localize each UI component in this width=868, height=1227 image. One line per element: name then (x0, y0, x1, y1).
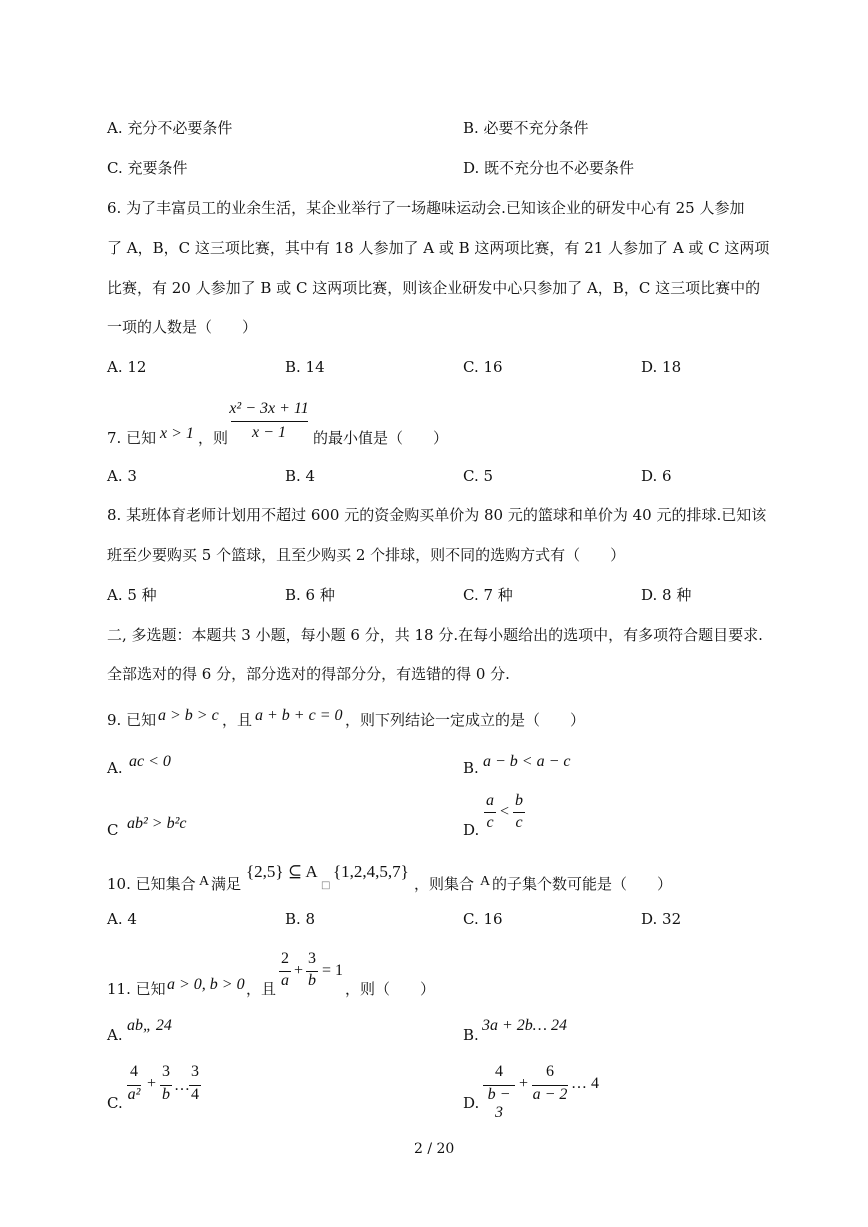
q10-set-a-2: A (480, 874, 491, 889)
q10-missing-symbol: □ (321, 880, 331, 891)
q10-subset-expr: {2,5} ⊆ A (246, 862, 318, 881)
q9-option-a-expr: ac < 0 (129, 753, 171, 770)
q11-f1-num: 2 (281, 950, 289, 967)
q8-option-c: C. 7 种 (463, 586, 513, 604)
q5-option-c: C. 充要条件 (107, 159, 188, 177)
q7-option-d: D. 6 (641, 467, 672, 485)
q9-condition2: a + b + c = 0 (255, 707, 343, 724)
q11-option-a-label: A. (107, 1026, 123, 1044)
q6-option-a: A. 12 (107, 358, 147, 376)
q7-option-a: A. 3 (107, 467, 137, 485)
q11-f2-den: b (308, 972, 316, 989)
q11-f1-den: a (281, 972, 289, 989)
q11-d-num1: 4 (495, 1063, 503, 1080)
q9-prefix: 9. 已知 (107, 711, 157, 729)
q5-option-b: B. 必要不充分条件 (463, 119, 589, 137)
q10-superset-expr: {1,2,4,5,7} (333, 862, 409, 881)
q6-text-line3: 比赛，有 20 人参加了 B 或 C 这两项比赛，则该企业研发中心只参加了 A，B，C 这三项比赛中的 (107, 279, 761, 297)
q7-fraction-bar (231, 421, 308, 422)
q9-d-less-than: < (500, 803, 510, 820)
q9-d-den1: c (486, 814, 494, 831)
q11-prefix: 11. 已知 (107, 980, 166, 998)
q11-option-b-expr: 3a + 2b… 24 (482, 1017, 568, 1034)
q11-plus: + (294, 962, 304, 979)
q9-suffix: ，则下列结论一定成立的是（ ） (345, 711, 586, 729)
q9-d-den2: c (515, 814, 523, 831)
q9-option-c-label: C (107, 821, 119, 839)
q10-option-b: B. 8 (285, 910, 316, 928)
q8-text-line2: 班至少要购买 5 个篮球，且至少购买 2 个排球，则不同的选购方式有（ ） (107, 546, 626, 564)
q7-prefix: 7. 已知 (107, 429, 157, 447)
q11-c-den1: a² (127, 1086, 141, 1103)
q10-option-c: C. 16 (463, 910, 503, 928)
q6-text-line1: 6. 为了丰富员工的业余生活，某企业举行了一场趣味运动会.已知该企业的研发中心有 25 人参加 (107, 199, 745, 217)
section2-heading-line2: 全部选对的得 6 分，部分选对的得部分分，有选错的得 0 分. (107, 665, 510, 683)
q9-option-d-label: D. (463, 821, 480, 839)
q9-d-bar1 (484, 812, 496, 813)
q10-set-a: A (199, 874, 210, 889)
q11-c-den3: 4 (191, 1086, 199, 1103)
q7-numerator: x² − 3x + 11 (229, 400, 309, 417)
q9-and: ，且 (222, 711, 253, 729)
q11-c-num1: 4 (130, 1063, 138, 1080)
q11-option-a-expr: ab„ 24 (127, 1017, 172, 1034)
q11-condition: a > 0, b > 0 (167, 976, 245, 993)
q11-c-den2: b (162, 1086, 170, 1103)
q9-d-num1: a (486, 792, 494, 809)
q10-satisfies: 满足 (211, 875, 242, 893)
q11-c-relation: … (174, 1077, 190, 1094)
section2-heading-line1: 二, 多选题：本题共 3 小题，每小题 6 分，共 18 分.在每小题给出的选项中，有多项符合题目要求. (107, 626, 763, 644)
q10-then: ，则集合 (414, 875, 475, 893)
q7-option-b: B. 4 (285, 467, 316, 485)
q11-c-num2: 3 (162, 1063, 170, 1080)
q11-option-b-label: B. (463, 1026, 479, 1044)
q9-d-bar2 (513, 812, 525, 813)
q7-option-c: C. 5 (463, 467, 494, 485)
q10-option-a: A. 4 (107, 910, 137, 928)
q5-option-d: D. 既不充分也不必要条件 (463, 159, 635, 177)
q8-option-b: B. 6 种 (285, 586, 335, 604)
q11-d-plus: + (519, 1075, 529, 1092)
q7-condition: x > 1 (160, 425, 194, 442)
q8-option-d: D. 8 种 (641, 586, 692, 604)
q9-condition1: a > b > c (158, 707, 219, 724)
q11-d-den1: b − 3 (487, 1086, 511, 1121)
q11-d-den2: a − 2 (532, 1086, 568, 1103)
q11-equals-one: = 1 (322, 962, 344, 979)
q9-option-b-expr: a − b < a − c (483, 753, 571, 770)
q9-option-a-label: A. (107, 759, 123, 777)
q11-d-relation: … 4 (571, 1075, 599, 1092)
q11-option-d-label: D. (463, 1094, 480, 1112)
q7-suffix: 的最小值是（ ） (313, 429, 449, 447)
q7-then: ，则 (198, 429, 229, 447)
q8-text-line1: 8. 某班体育老师计划用不超过 600 元的资金购买单价为 80 元的篮球和单价为 40 元的排球.已知该 (107, 506, 767, 524)
q9-option-c-expr: ab² > b²c (127, 815, 187, 832)
q10-suffix: 的子集个数可能是（ ） (492, 875, 673, 893)
q7-denominator: x − 1 (252, 424, 286, 441)
q11-and: ，且 (246, 980, 277, 998)
q6-text-line4: 一项的人数是（ ） (107, 318, 258, 336)
q11-f2-num: 3 (308, 950, 316, 967)
q9-option-b-label: B. (463, 759, 479, 777)
q5-option-a: A. 充分不必要条件 (107, 119, 233, 137)
q6-option-d: D. 18 (641, 358, 682, 376)
page-number: 2 / 20 (414, 1141, 455, 1157)
q10-option-d: D. 32 (641, 910, 682, 928)
q6-option-c: C. 16 (463, 358, 503, 376)
q8-option-a: A. 5 种 (107, 586, 157, 604)
q10-prefix: 10. 已知集合 (107, 875, 196, 893)
q11-c-num3: 3 (191, 1063, 199, 1080)
q6-text-line2: 了 A，B，C 这三项比赛，其中有 18 人参加了 A 或 B 这两项比赛，有 21 人参加了 A 或 C 这两项 (107, 239, 770, 257)
q11-d-num2: 6 (546, 1063, 554, 1080)
q6-option-b: B. 14 (285, 358, 325, 376)
q9-d-num2: b (515, 792, 523, 809)
q11-c-plus: + (147, 1075, 157, 1092)
q11-option-c-label: C. (107, 1094, 123, 1112)
q11-suffix: ，则（ ） (345, 980, 436, 998)
